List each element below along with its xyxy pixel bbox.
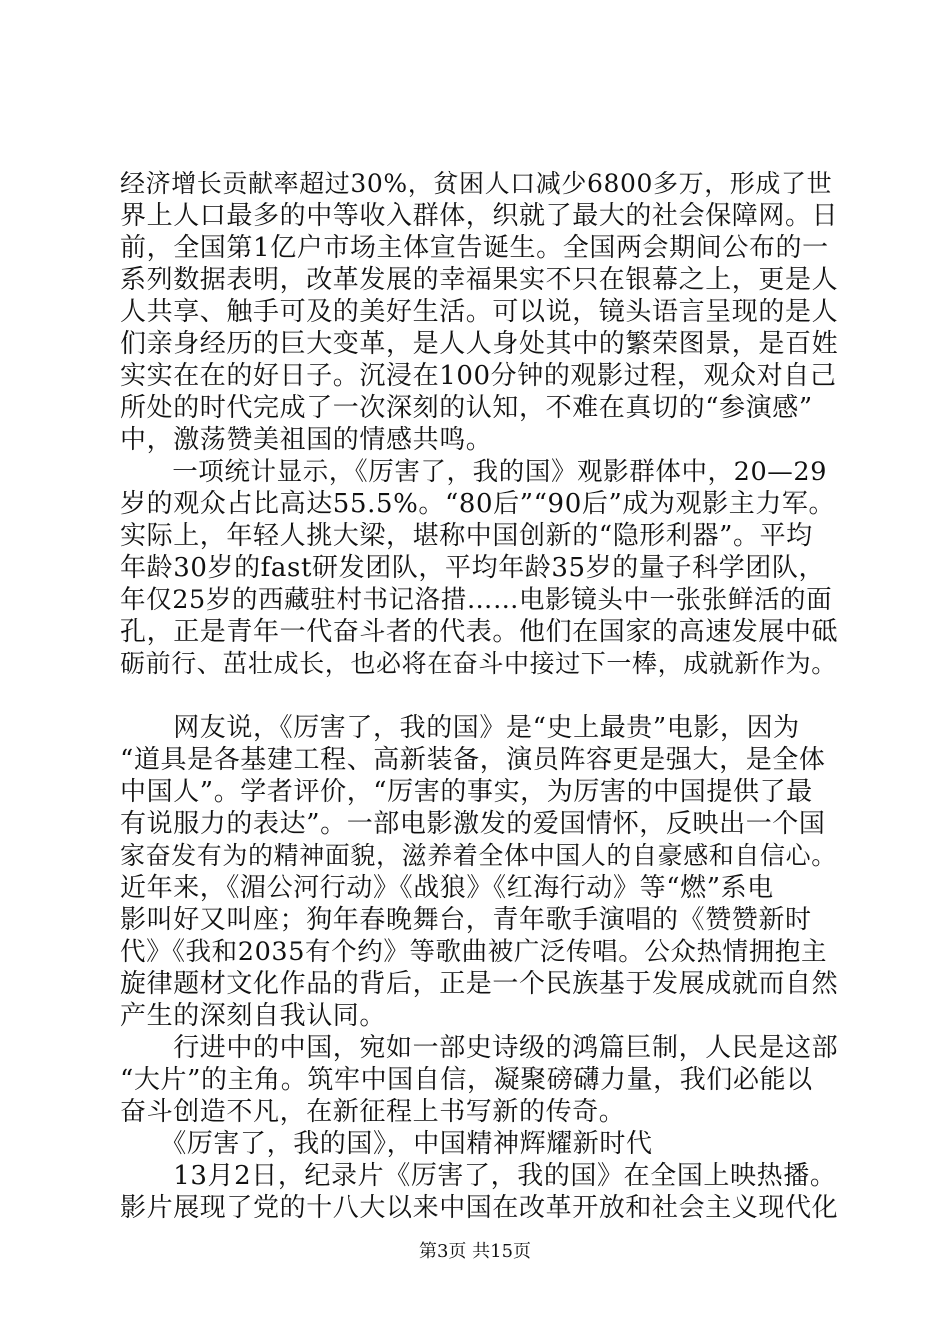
text-line: 人共享、触手可及的美好生活。可以说，镜头语言呈现的是人 (120, 297, 839, 327)
text-line: 影片展现了党的十八大以来中国在改革开放和社会主义现代化 (120, 1193, 839, 1223)
text-line: 经济增长贡献率超过30%，贫困人口减少6800多万，形成了世 (120, 169, 833, 198)
text-line: 实实在在的好日子。沉浸在100分钟的观影过程，观众对自己 (120, 361, 837, 391)
text-line: 界上人口最多的中等收入群体，织就了最大的社会保障网。日 (120, 201, 839, 231)
text-line: 实际上，年轻人挑大梁，堪称中国创新的“隐形利器”。平均 (120, 521, 813, 551)
text-line: 旋律题材文化作品的背后，正是一个民族基于发展成就而自然 (120, 969, 839, 999)
text-line: 有说服力的表达”。一部电影激发的爱国情怀，反映出一个国 (120, 809, 826, 839)
text-line: “道具是各基建工程、高新装备，演员阵容更是强大，是全体 (120, 745, 826, 775)
text-line: “大片”的主角。筑牢中国自信，凝聚磅礴力量，我们必能以 (120, 1065, 813, 1095)
text-line: 前，全国第1亿户市场主体宣告诞生。全国两会期间公布的一 (120, 233, 829, 263)
text-line: 影叫好又叫座；狗年春晚舞台，青年歌手演唱的《赞赞新时 (120, 905, 812, 935)
text-line: 《厉害了，我的国》，中国精神辉耀新时代 (120, 1129, 653, 1159)
text-line: 们亲身经历的巨大变革，是人人身处其中的繁荣图景，是百姓 (120, 329, 839, 359)
text-line: 砺前行、茁壮成长，也必将在奋斗中接过下一棒，成就新作为。 (120, 649, 837, 678)
text-line: 系列数据表明，改革发展的幸福果实不只在银幕之上，更是人 (120, 265, 839, 295)
text-line: 一项统计显示，《厉害了，我的国》观影群体中，20—29 (120, 457, 828, 487)
text-line: 奋斗创造不凡，在新征程上书写新的传奇。 (120, 1097, 626, 1127)
text-line: 所处的时代完成了一次深刻的认知，不难在真切的“参演感” (120, 393, 813, 423)
text-line: 13月2日，纪录片《厉害了，我的国》在全国上映热播。 (120, 1161, 837, 1191)
text-line: 岁的观众占比高达55.5%。“80后”“90后”成为观影主力军。 (120, 489, 836, 519)
text-line: 年龄30岁的fast研发团队，平均年龄35岁的量子科学团队， (120, 553, 826, 583)
text-line: 行进中的中国，宛如一部史诗级的鸿篇巨制，人民是这部 (120, 1033, 839, 1063)
text-line: 孔，正是青年一代奋斗者的代表。他们在国家的高速发展中砥 (120, 617, 839, 647)
article-body (120, 168, 840, 1224)
text-line: 中，激荡赞美祖国的情感共鸣。 (120, 425, 493, 455)
page-footer: 第3页 共15页 (418, 1241, 532, 1262)
text-line: 网友说，《厉害了，我的国》是“史上最贵”电影，因为 (120, 713, 800, 743)
text-line: 年仅25岁的西藏驻村书记洛措……电影镜头中一张张鲜活的面 (120, 585, 833, 615)
text-line: 产生的深刻自我认同。 (120, 1001, 387, 1031)
paragraph-gap (120, 680, 840, 712)
text-line: 家奋发有为的精神面貌，滋养着全体中国人的自豪感和自信心。 (120, 841, 837, 870)
text-line: 中国人”。学者评价，“厉害的事实，为厉害的中国提供了最 (120, 777, 813, 807)
text-line: 代》《我和2035有个约》等歌曲被广泛传唱。公众热情拥抱主 (120, 937, 828, 967)
text-line: 近年来，《湄公河行动》《战狼》《红海行动》等“燃”系电 (120, 873, 774, 903)
